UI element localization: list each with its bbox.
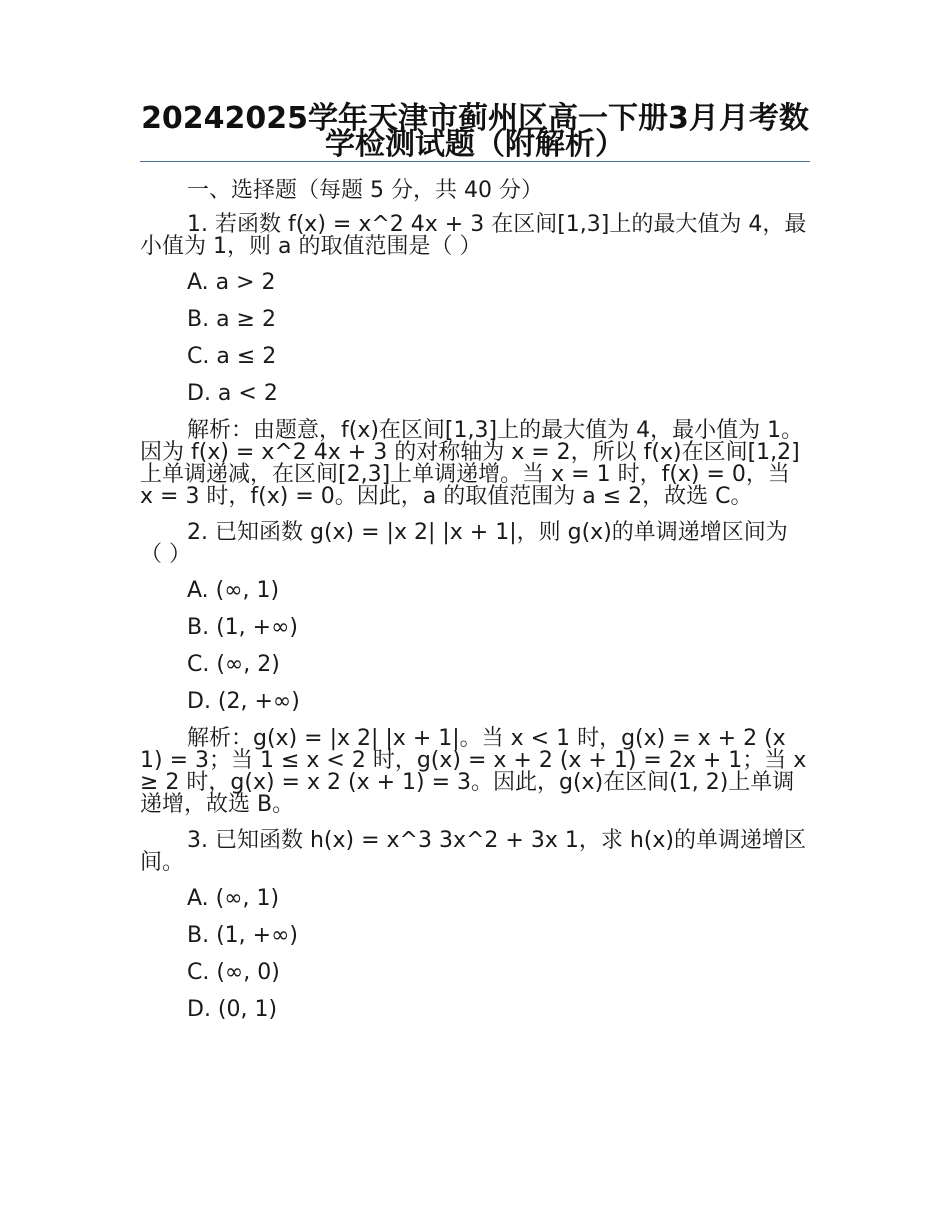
question-3-option-d: D. (0, 1): [187, 997, 278, 1022]
question-1-option-b: B. a ≥ 2: [187, 307, 276, 332]
section-heading: 一、选择题（每题 5 分，共 40 分）: [187, 178, 543, 203]
question-1-analysis: 解析：由题意，f(x)在区间[1,3]上的最大值为 4，最小值为 1。因为 f(x) = x^2 4x + 3 的对称轴为 x = 2，所以 f(x)在区间[1,2]上单调递减，在区间[2,3]上单调递增。当 x = 1 时，f(x) = 0，当 x = 3 时，f(x) = 0。因此，a 的取值范围为 a ≤ 2，故选 C。: [140, 418, 804, 509]
document-title: 20242025学年天津市蓟州区高一下册3月月考数学检测试题（附解析）: [141, 101, 809, 162]
question-2-analysis: 解析：g(x) = |x 2| |x + 1|。当 x < 1 时，g(x) = x + 2 (x 1) = 3；当 1 ≤ x < 2 时，g(x) = x + 2 (x + 1) = 2x + 1；当 x ≥ 2 时，g(x) = x 2 (x + 1) = 3。因此，g(x)在区间(1, 2)上单调递增，故选 B。: [140, 726, 807, 817]
question-2-stem: 2. 已知函数 g(x) = |x 2| |x + 1|，则 g(x)的单调递增区间为（ ）: [140, 520, 788, 567]
question-1-stem: 1. 若函数 f(x) = x^2 4x + 3 在区间[1,3]上的最大值为 4，最小值为 1，则 a 的取值范围是（ ）: [140, 212, 807, 259]
question-2-option-b: B. (1, +∞): [187, 615, 298, 640]
question-3-option-a: A. (∞, 1): [187, 886, 280, 911]
question-1-option-d: D. a < 2: [187, 381, 278, 406]
question-1-option-a: A. a > 2: [187, 270, 276, 295]
question-1-option-c: C. a ≤ 2: [187, 344, 277, 369]
question-3-option-c: C. (∞, 0): [187, 960, 280, 985]
question-2-option-d: D. (2, +∞): [187, 689, 300, 714]
question-3-stem: 3. 已知函数 h(x) = x^3 3x^2 + 3x 1，求 h(x)的单调递增区间。: [140, 828, 806, 875]
question-2-option-c: C. (∞, 2): [187, 652, 280, 677]
question-3-option-b: B. (1, +∞): [187, 923, 298, 948]
question-2-option-a: A. (∞, 1): [187, 578, 280, 603]
title-underline: [140, 161, 810, 162]
document-body: [140, 180, 808, 1036]
